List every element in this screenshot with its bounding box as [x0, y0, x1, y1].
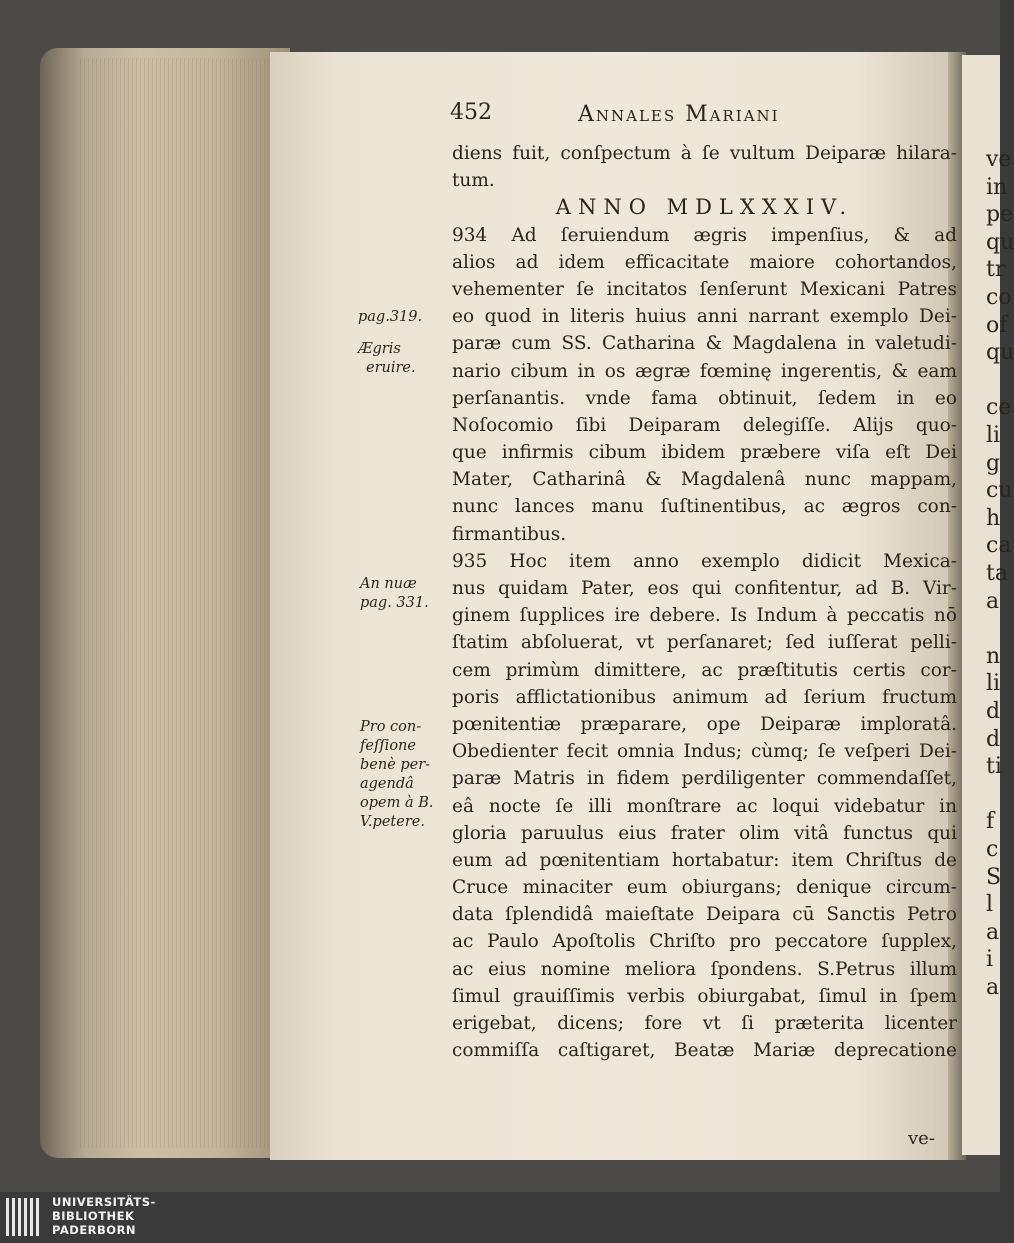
logo-line-2: BIBLIOTHEK — [52, 1209, 135, 1223]
right-page-fragment-line: li — [986, 671, 1001, 697]
body-line: ſimul grauiſſimis verbis obiurgabat, ſimul in ſpem — [452, 985, 957, 1007]
body-line: ac eius nomine meliora ſpondens. S.Petrus illum — [452, 958, 957, 980]
body-line: 935 Hoc item anno exemplo didicit Mexica- — [452, 550, 957, 572]
body-line: commiſſa caſtigaret, Beatæ Mariæ deprecatione — [452, 1040, 957, 1062]
margin-note-pro-con: Pro con- — [360, 719, 422, 735]
right-page-fragment-line: a — [986, 588, 1000, 614]
body-line: alios ad idem efficacitate maiore cohortandos, — [452, 251, 957, 273]
body-line: gloria paruulus eius frater olim vitâ functus qui — [452, 822, 957, 844]
margin-note-agenda: agendâ — [360, 776, 414, 792]
body-line: ſtatim abſoluerat, vt perſanaret; ſed iuſſerat pelli- — [452, 632, 957, 654]
margin-note-aegris: Ægris — [358, 341, 401, 357]
right-page-fragment-line: a — [986, 975, 1000, 1000]
body-line: diens fuit, conſpectum à ſe vultum Deiparæ hilara- — [452, 143, 957, 164]
page-edge-texture — [80, 58, 280, 1148]
body-line: Cruce minaciter eum obiurgans; denique circum- — [452, 877, 957, 899]
margin-note-confessione: feſſione — [360, 738, 416, 754]
margin-note-page-ref: pag.319. — [358, 309, 423, 325]
body-line: eo quod in literis huius anni narrant exemplo Dei- — [452, 306, 957, 328]
right-page-fragment-line: ti — [986, 754, 1002, 780]
right-page-fragment-line: li — [986, 423, 1001, 448]
body-line: firmantibus. — [452, 523, 567, 545]
body-line: paræ cum SS. Catharina & Magdalena in valetudi- — [452, 333, 957, 355]
year-heading: ANNO MDLXXXIV. — [555, 195, 854, 220]
right-page-fragment-line: f — [986, 809, 995, 835]
body-line: nario cibum in os ægræ fœminę ingerentis, & eam — [452, 360, 957, 382]
body-line: Noſocomio ſibi Deiparam delegiſſe. Alijs quo- — [452, 414, 957, 436]
body-line: Obedienter fecit omnia Indus; cùmq; ſe veſperi Dei- — [452, 741, 957, 763]
body-line: data ſplendidâ maieſtate Deipara cū Sanctis Petro — [452, 904, 957, 926]
right-page-fragment-line: ca — [986, 533, 1012, 559]
right-page-fragment-line: qu — [986, 340, 1014, 366]
right-page-fragment-line: g — [986, 450, 1001, 476]
body-line: tum. — [452, 170, 495, 192]
right-page-fragment-line: qu — [986, 229, 1014, 255]
running-title: Annales Mariani — [578, 102, 780, 127]
running-head — [450, 100, 830, 134]
right-page-fragment-line: pe — [986, 202, 1014, 228]
right-page-fragment-line: ce — [986, 395, 1012, 421]
body-line: que infirmis cibum ibidem præbere viſa eſt Dei — [452, 442, 957, 464]
body-text — [452, 140, 957, 1064]
body-line: perſanantis. vnde fama obtinuit, ſedem in eo — [452, 387, 957, 409]
body-line: cem primùm dimittere, ac præſtitutis certis cor- — [452, 659, 957, 681]
body-line: eum ad pœnitentiam hortabatur: item Chriſtus de — [452, 849, 957, 871]
right-page-fragment-line: i — [986, 947, 994, 973]
right-page-fragment-line: ta — [986, 561, 1008, 586]
right-page-fragment-line: S — [986, 864, 1002, 890]
right-page-fragment — [962, 55, 1014, 1155]
right-page-fragment-line: l — [986, 892, 994, 918]
right-page-fragment-line: of — [986, 312, 1008, 338]
body-line: ac Paulo Apoſtolis Chriſto pro peccatore ſupplex, — [452, 931, 957, 953]
library-logo-icon — [6, 1198, 46, 1236]
body-line: Mater, Catharinâ & Magdalenâ nunc mappam, — [452, 469, 957, 491]
right-page-fragment-line: cu — [986, 478, 1013, 504]
body-line: erigebat, dicens; fore vt ſi præterita licenter — [452, 1013, 957, 1034]
right-page-fragment-line: n — [986, 643, 1001, 669]
margin-note-petere: V.petere. — [360, 814, 425, 830]
body-line: pœnitentiæ præparare, ope Deiparæ imploratâ. — [452, 713, 957, 735]
right-page-fragment-line: d — [986, 699, 1001, 724]
catchword: ve- — [908, 1128, 935, 1149]
body-line: ginem ſupplices ire debere. Is Indum à peccatis nō — [452, 605, 957, 627]
body-line: poris afflictationibus animum ad ſerium fructum — [452, 686, 957, 708]
right-page-fragment-line: co — [986, 285, 1012, 310]
library-logo-text — [52, 1195, 156, 1237]
body-line: eâ nocte ſe illi monſtrare ac loqui videbatur in — [452, 795, 957, 817]
body-line: vehementer ſe incitatos ſenſerunt Mexicani Patres — [452, 278, 957, 300]
logo-line-1: UNIVERSITÄTS- — [52, 1195, 156, 1209]
margin-note-bene-per: benè per- — [360, 757, 431, 773]
right-page-fragment-line: d — [986, 726, 1001, 752]
logo-line-3: PADERBORN — [52, 1223, 137, 1237]
body-line: paræ Matris in fidem perdiligenter commendaſſet, — [452, 768, 957, 790]
right-page-fragment-line: tr — [986, 257, 1006, 283]
right-page-fragment-line: h — [986, 505, 1001, 531]
footer-bar — [0, 1192, 1000, 1243]
right-page-fragment-line: c — [986, 837, 999, 862]
margin-note-opem: opem à B. — [360, 795, 434, 811]
body-line: nunc lances manu ſuſtinentibus, ac ægros con- — [452, 496, 957, 518]
margin-note-page-331: pag. 331. — [360, 595, 429, 611]
margin-note-annuae: An nuæ — [360, 576, 417, 592]
margin-note-eruire: eruire. — [366, 360, 416, 376]
body-line: 934 Ad ſeruiendum ægris impenſius, & ad — [452, 224, 957, 246]
right-page-fragment-line: a — [986, 919, 1000, 945]
right-page-fragment-line: ve — [986, 147, 1012, 172]
page-number: 452 — [450, 100, 492, 125]
body-line: nus quidam Pater, eos qui confitentur, ad B. Vir- — [452, 578, 957, 599]
right-page-fragment-line: in — [986, 174, 1008, 200]
